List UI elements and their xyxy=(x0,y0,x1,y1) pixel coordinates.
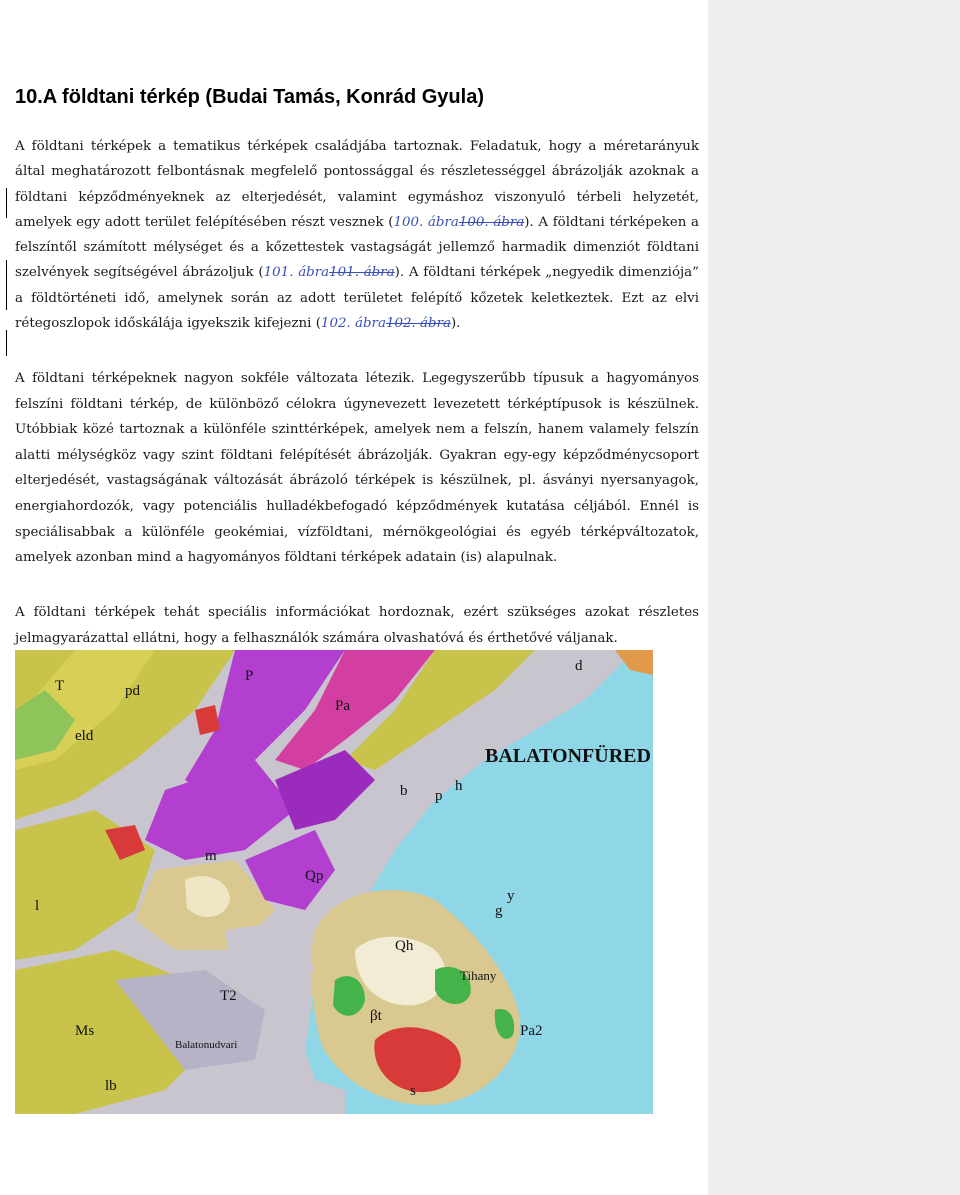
unit-label: Qp xyxy=(305,868,324,884)
unit-label: m xyxy=(205,848,217,864)
unit-label: d xyxy=(575,658,583,674)
place-label-balatonudvari: Balatonudvari xyxy=(175,1039,238,1051)
geological-map-image xyxy=(15,650,653,1114)
paragraph-text: A földtani térképek a tematikus térképek családjába tartoznak. Feladatuk, hogy a méretarányuk által meghatározott felbontásnak megfelelő pontossággal és részletességgel ábrázolják azoknak a földtani képződményeknek az elterjedését, valamint egymáshoz viszonyuló térbeli helyzetét, amelyek egy adott terület felépítésében részt vesznek ( xyxy=(15,139,699,230)
paragraph-intro xyxy=(15,134,699,336)
unit-label: Ms xyxy=(75,1023,95,1039)
unit-label: b xyxy=(400,783,408,799)
unit-label: P xyxy=(245,668,254,684)
deleted-figure-reference: 102. ábra xyxy=(385,316,451,332)
paragraph-text: ). A földtani térképeken a felszíntől számított mélységet és a kőzettestek vastagságát jellemző harmadik dimenziót földtani szelvények segítségével ábrázoljuk ( xyxy=(15,214,700,281)
paragraph-text: ). xyxy=(450,316,461,332)
deleted-figure-reference: 100. ábra xyxy=(458,214,525,230)
unit-label: T2 xyxy=(220,988,237,1004)
deleted-figure-reference: 101. ábra xyxy=(329,265,395,281)
unit-label: l xyxy=(35,898,40,914)
comment-margin-panel xyxy=(708,0,960,1195)
unit-label: h xyxy=(455,778,463,794)
paragraph-legend: A földtani térképek tehát speciális információkat hordoznak, ezért szükséges azokat részletes jelmagyarázattal ellátni, hogy a felhasználók számára olvashatóvá és érthetővé váljanak. xyxy=(15,605,699,646)
change-bar xyxy=(6,330,7,356)
geological-map-graphic xyxy=(15,650,653,1114)
unit-label: Pa xyxy=(335,698,350,714)
change-bar xyxy=(6,260,7,310)
unit-label: s xyxy=(410,1083,416,1099)
place-label-tihany: Tihany xyxy=(460,968,497,983)
unit-label: p xyxy=(435,788,443,804)
unit-label: y xyxy=(507,888,515,904)
unit-label: eld xyxy=(75,728,94,744)
figure-reference-link[interactable]: 101. ábra xyxy=(263,265,330,281)
section-heading: 10.A földtani térkép (Budai Tamás, Konrád Gyula) xyxy=(15,86,484,108)
unit-label: lb xyxy=(105,1078,117,1094)
unit-label: Qh xyxy=(395,938,414,954)
unit-label: g xyxy=(495,903,503,919)
figure-reference-link[interactable]: 102. ábra xyxy=(320,316,386,332)
unit-label: βt xyxy=(370,1008,382,1024)
unit-label: pd xyxy=(125,683,140,699)
change-bar xyxy=(6,188,7,218)
figure-reference-link[interactable]: 100. ábra xyxy=(393,214,459,230)
paragraph-text: ). A földtani térképek „negyedik dimenziója” a földtörténeti idő, amelynek során az adott területet felépítő kőzetek keletkeztek. Ezt az elvi rétegoszlopok időskálája igyekszik kifejezni ( xyxy=(15,265,700,332)
unit-label: T xyxy=(55,678,65,694)
unit-label: Pa2 xyxy=(520,1023,543,1039)
paragraph-map-types: A földtani térképeknek nagyon sokféle változata létezik. Legegyszerűbb típusuk a hagyományos felszíni földtani térkép, de különböző célokra úgynevezett levezetett térképtípusok is készülnek. Utóbbiak közé tartoznak a különféle szinttérképek, amelyek nem a felszín, hanem valamely felszín alatti mélységköz vagy szint földtani felépítését ábrázolják. Gyakran egy-egy képződménycsoport elterjedését, vastagságának változását ábrázoló térképek is készülnek, pl. ásványi nyersanyagok, energiahordozók, vagy potenciális hulladékbefogadó képződmények kutatása céljából. Ennél is speciálisabbak a különféle geokémiai, vízföldtani, mérnökgeológiai és egyéb térképváltozatok, amelyek azonban mind a hagyományos földtani térképek adatain (is) alapulnak. xyxy=(15,371,699,566)
place-label-balatonfured: BALATONFÜRED xyxy=(485,745,651,767)
